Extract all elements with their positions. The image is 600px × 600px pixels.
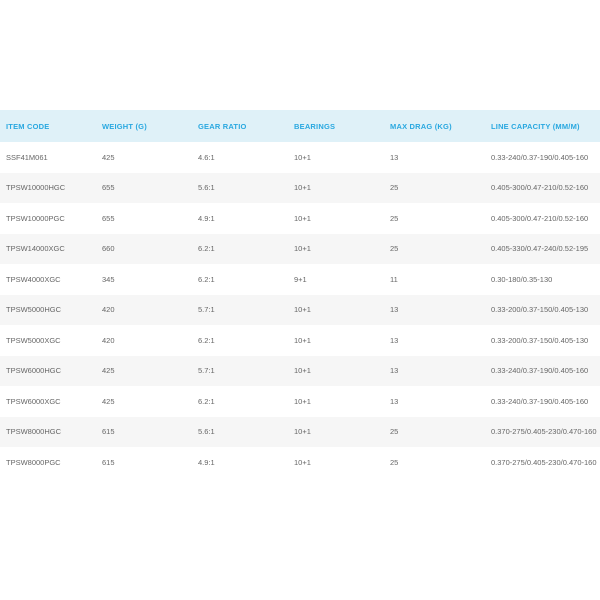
cell-gear-ratio: 5.7:1 bbox=[198, 366, 215, 376]
cell-max-drag: 13 bbox=[390, 335, 399, 345]
table-row bbox=[0, 386, 600, 417]
table-row bbox=[0, 142, 600, 173]
cell-item-code: TPSW4000XGC bbox=[6, 274, 61, 284]
table-row bbox=[0, 264, 600, 295]
cell-max-drag: 25 bbox=[390, 244, 399, 254]
header-item-code: ITEM CODE bbox=[6, 121, 50, 131]
table-row bbox=[0, 203, 600, 234]
cell-max-drag: 11 bbox=[390, 274, 398, 284]
cell-max-drag: 13 bbox=[390, 366, 399, 376]
cell-item-code: TPSW6000HGC bbox=[6, 366, 62, 376]
cell-bearings: 9+1 bbox=[294, 274, 307, 284]
cell-max-drag: 25 bbox=[390, 183, 399, 193]
table-row bbox=[0, 295, 600, 326]
table-row bbox=[0, 234, 600, 265]
cell-item-code: TPSW6000XGC bbox=[6, 396, 61, 406]
cell-line-capacity: 0.33-240/0.37-190/0.405-160 bbox=[491, 396, 589, 406]
cell-line-capacity: 0.33-240/0.37-190/0.405-160 bbox=[491, 366, 589, 376]
cell-weight: 615 bbox=[102, 427, 115, 437]
cell-max-drag: 25 bbox=[390, 427, 399, 437]
cell-item-code: TPSW5000HGC bbox=[6, 305, 62, 315]
cell-bearings: 10+1 bbox=[294, 305, 311, 315]
cell-weight: 425 bbox=[102, 396, 115, 406]
cell-line-capacity: 0.33-200/0.37-150/0.405-130 bbox=[491, 335, 589, 345]
table-row bbox=[0, 173, 600, 204]
table-row bbox=[0, 447, 600, 478]
cell-max-drag: 13 bbox=[390, 152, 399, 162]
header-weight: WEIGHT (G) bbox=[102, 121, 147, 131]
cell-bearings: 10+1 bbox=[294, 396, 311, 406]
header-max-drag: MAX DRAG (KG) bbox=[390, 121, 452, 131]
cell-line-capacity: 0.405-300/0.47-210/0.52-160 bbox=[491, 213, 589, 223]
cell-line-capacity: 0.30-180/0.35-130 bbox=[491, 274, 553, 284]
cell-bearings: 10+1 bbox=[294, 457, 311, 467]
cell-weight: 425 bbox=[102, 366, 115, 376]
cell-weight: 345 bbox=[102, 274, 115, 284]
cell-weight: 655 bbox=[102, 213, 115, 223]
cell-max-drag: 25 bbox=[390, 213, 399, 223]
cell-item-code: TPSW5000XGC bbox=[6, 335, 61, 345]
cell-gear-ratio: 6.2:1 bbox=[198, 244, 215, 254]
cell-item-code: SSF41M061 bbox=[6, 152, 48, 162]
cell-item-code: TPSW10000HGC bbox=[6, 183, 66, 193]
cell-gear-ratio: 6.2:1 bbox=[198, 274, 215, 284]
cell-item-code: TPSW14000XGC bbox=[6, 244, 65, 254]
cell-gear-ratio: 6.2:1 bbox=[198, 335, 215, 345]
table-row bbox=[0, 325, 600, 356]
cell-gear-ratio: 4.6:1 bbox=[198, 152, 215, 162]
header-line-capacity: LINE CAPACITY (MM/M) bbox=[491, 121, 580, 131]
cell-weight: 425 bbox=[102, 152, 115, 162]
cell-gear-ratio: 4.9:1 bbox=[198, 213, 215, 223]
cell-gear-ratio: 6.2:1 bbox=[198, 396, 215, 406]
cell-line-capacity: 0.405-330/0.47-240/0.52-195 bbox=[491, 244, 589, 254]
cell-weight: 420 bbox=[102, 335, 115, 345]
cell-bearings: 10+1 bbox=[294, 152, 311, 162]
table-body bbox=[0, 142, 600, 478]
cell-item-code: TPSW8000HGC bbox=[6, 427, 62, 437]
cell-line-capacity: 0.370-275/0.405-230/0.470-160 bbox=[491, 457, 597, 467]
header-bearings: BEARINGS bbox=[294, 121, 336, 131]
cell-max-drag: 13 bbox=[390, 305, 399, 315]
cell-bearings: 10+1 bbox=[294, 427, 311, 437]
table-row bbox=[0, 356, 600, 387]
cell-max-drag: 25 bbox=[390, 457, 399, 467]
cell-line-capacity: 0.370-275/0.405-230/0.470-160 bbox=[491, 427, 597, 437]
cell-bearings: 10+1 bbox=[294, 366, 311, 376]
cell-line-capacity: 0.405-300/0.47-210/0.52-160 bbox=[491, 183, 589, 193]
cell-gear-ratio: 5.6:1 bbox=[198, 183, 215, 193]
header-row bbox=[0, 110, 600, 142]
cell-weight: 420 bbox=[102, 305, 115, 315]
cell-bearings: 10+1 bbox=[294, 244, 311, 254]
header-gear-ratio: GEAR RATIO bbox=[198, 121, 247, 131]
table-row bbox=[0, 417, 600, 448]
cell-max-drag: 13 bbox=[390, 396, 399, 406]
cell-gear-ratio: 5.7:1 bbox=[198, 305, 215, 315]
spec-table bbox=[0, 110, 600, 478]
cell-bearings: 10+1 bbox=[294, 183, 311, 193]
cell-gear-ratio: 4.9:1 bbox=[198, 457, 215, 467]
cell-gear-ratio: 5.6:1 bbox=[198, 427, 215, 437]
cell-weight: 660 bbox=[102, 244, 115, 254]
cell-weight: 615 bbox=[102, 457, 115, 467]
table-header bbox=[0, 110, 600, 142]
cell-line-capacity: 0.33-200/0.37-150/0.405-130 bbox=[491, 305, 589, 315]
cell-weight: 655 bbox=[102, 183, 115, 193]
cell-item-code: TPSW10000PGC bbox=[6, 213, 65, 223]
cell-line-capacity: 0.33-240/0.37-190/0.405-160 bbox=[491, 152, 589, 162]
cell-item-code: TPSW8000PGC bbox=[6, 457, 61, 467]
cell-bearings: 10+1 bbox=[294, 213, 311, 223]
cell-bearings: 10+1 bbox=[294, 335, 311, 345]
